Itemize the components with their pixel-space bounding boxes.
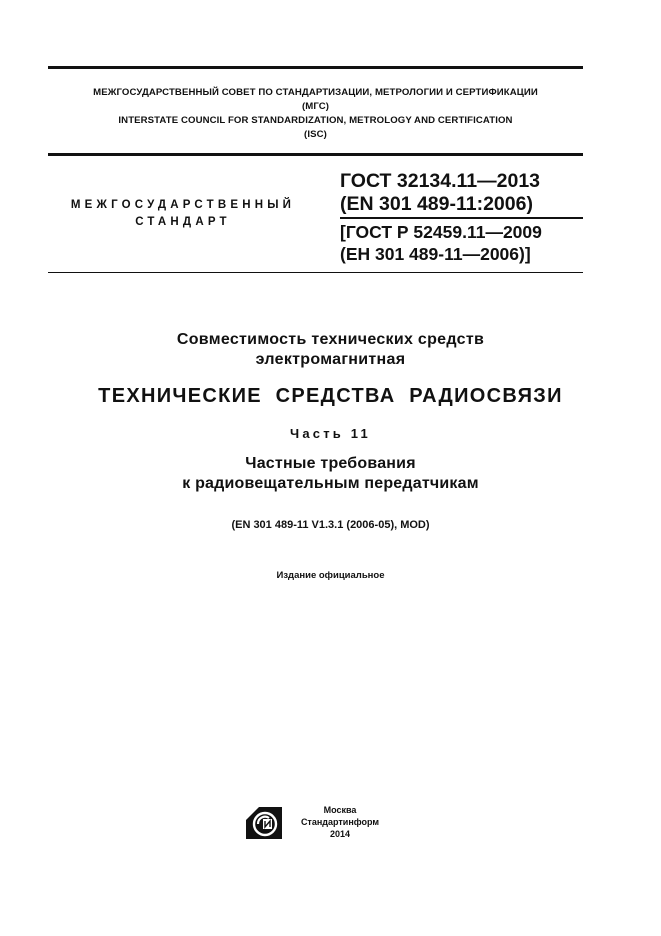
designation-block (340, 170, 583, 265)
title-line1: Совместимость технических средств (176, 331, 485, 348)
council-abbr-en: (ISC) (304, 129, 327, 140)
en-number: (EN 301 489-11:2006) (340, 193, 533, 215)
designation-rule (48, 272, 583, 273)
title-line2: электромагнитная (255, 351, 406, 368)
publisher-name: Стандартинформ (300, 817, 380, 827)
standard-kind-line1: МЕЖГОСУДАРСТВЕННЫЙ (70, 199, 296, 211)
council-name-en: INTERSTATE COUNCIL FOR STANDARDIZATION, METROLOGY AND CERTIFICATION (118, 115, 513, 126)
replaced-gost: [ГОСТ Р 52459.11—2009 (340, 221, 542, 242)
subtitle-line1: Частные требования (245, 455, 416, 472)
standard-kind-line2: СТАНДАРТ (135, 216, 231, 228)
publication-year: 2014 (329, 829, 351, 839)
en-reference: (EN 301 489-11 V1.3.1 (2006-05), MOD) (231, 519, 430, 531)
official-edition: Издание официальное (276, 570, 385, 581)
title-block (0, 330, 661, 582)
part-label: Часть 11 (290, 426, 371, 441)
replaced-en: (ЕН 301 489-11—2006)] (340, 243, 531, 264)
subtitle-line2: к радиовещательным передатчикам (182, 475, 479, 492)
council-header (48, 86, 583, 142)
main-title: ТЕХНИЧЕСКИЕ СРЕДСТВА РАДИОСВЯЗИ (98, 385, 563, 407)
top-rule (48, 66, 583, 69)
gost-number: ГОСТ 32134.11—2013 (340, 170, 541, 192)
council-abbr-ru: (МГС) (301, 101, 330, 112)
standard-kind (48, 197, 318, 231)
publisher-block (290, 804, 390, 840)
council-rule (48, 153, 583, 156)
council-name-ru: МЕЖГОСУДАРСТВЕННЫЙ СОВЕТ ПО СТАНДАРТИЗАЦИИ, МЕТРОЛОГИИ И СЕРТИФИКАЦИИ (93, 87, 538, 98)
standartinform-logo-icon (245, 806, 283, 840)
designation-divider (340, 217, 583, 219)
publisher-city: Москва (323, 805, 357, 815)
